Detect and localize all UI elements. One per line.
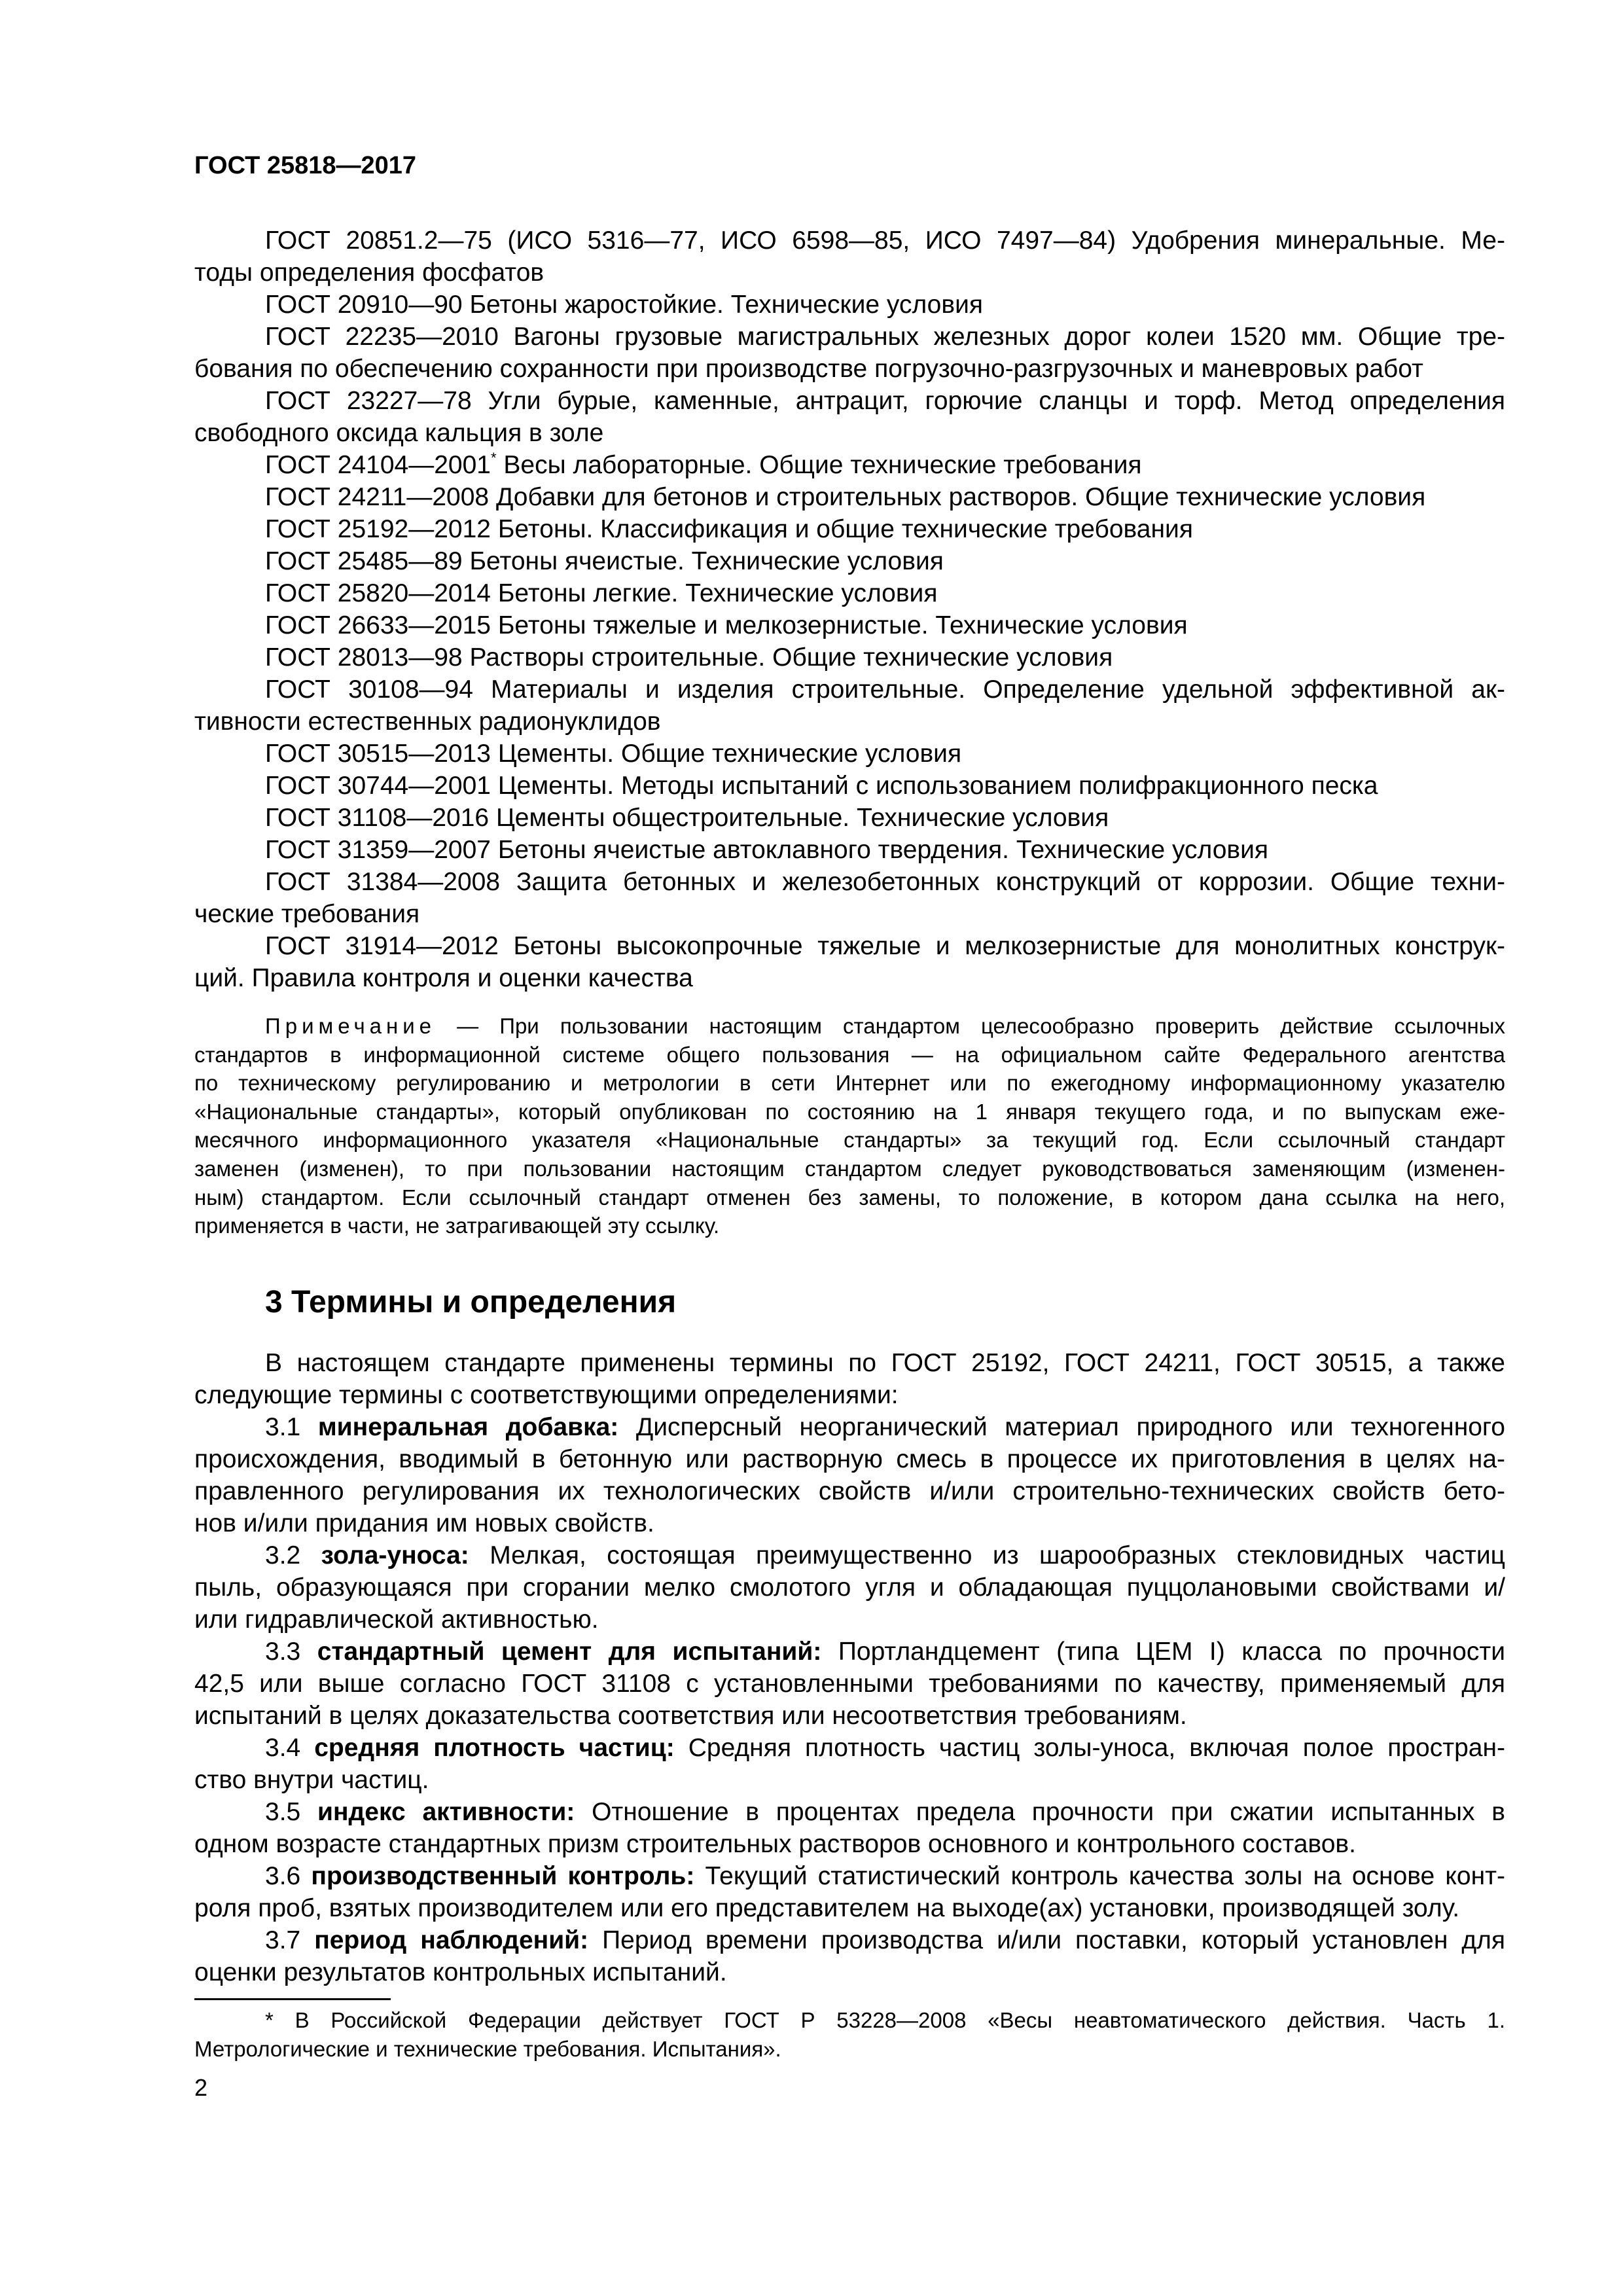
- terms-line: [194, 1668, 1505, 1700]
- line-text: ГОСТ 30108—94 Материалы и изделия строительные. Определение удельной эффективной ак-: [265, 675, 1505, 704]
- reference-line: [194, 417, 1505, 449]
- running-header: ГОСТ 25818—2017: [194, 152, 417, 179]
- reference-line: [194, 962, 1505, 994]
- reference-line: [194, 673, 1505, 706]
- line-text: Период времени производства и/или поставки, который установлен для: [588, 1926, 1505, 1954]
- note-paragraph: [194, 1012, 1505, 1240]
- terms-line: [194, 1636, 1505, 1668]
- note-line: [194, 1183, 1505, 1212]
- line-text: ГОСТ 23227—78 Угли бурые, каменные, антрацит, горючие сланцы и торф. Метод определения: [265, 387, 1505, 415]
- terms-line: [194, 1604, 1505, 1636]
- term-number: 3.2: [265, 1541, 321, 1570]
- terms-line: [194, 1892, 1505, 1924]
- line-text: применяется в части, не затрагивающей эту ссылку.: [194, 1213, 720, 1238]
- line-text: свободного оксида кальция в золе: [194, 419, 604, 447]
- line-text: следующие термины с соответствующими определениями:: [194, 1381, 899, 1409]
- terms-line: [194, 1475, 1505, 1507]
- line-text: тоды определения фосфатов: [194, 259, 544, 287]
- line-text: ГОСТ 31914—2012 Бетоны высокопрочные тяжелые и мелкозернистые для монолитных конструк-: [265, 932, 1505, 960]
- term-number: 3.6: [265, 1862, 312, 1890]
- line-text: Средняя плотность частиц золы-уноса, включая полое простран-: [674, 1734, 1505, 1762]
- footnote-marker: *: [491, 450, 497, 466]
- note-line: [194, 1211, 1505, 1240]
- reference-line: [194, 866, 1505, 898]
- line-text: ГОСТ 31108—2016 Цементы общестроительные. Технические условия: [265, 804, 1109, 832]
- terms-line: [194, 1700, 1505, 1732]
- line-text: нов и/или придания им новых свойств.: [194, 1509, 654, 1537]
- line-text: ным) стандартом. Если ссылочный стандарт отменен без замены, то положение, в котором дана ссылка на него,: [194, 1185, 1505, 1210]
- terms-line: [194, 1828, 1505, 1860]
- line-text: ство внутри частиц.: [194, 1766, 429, 1794]
- line-text: испытаний в целях доказательства соответствия или несоответствия требованиям.: [194, 1702, 1187, 1730]
- terms-line: [194, 1507, 1505, 1539]
- line-text: ГОСТ 24211—2008 Добавки для бетонов и строительных растворов. Общие технические условия: [265, 483, 1426, 511]
- line-text: правленного регулирования их технологических свойств и/или строительно-технических свойств бето-: [194, 1477, 1505, 1505]
- term-number: 3.4: [265, 1734, 315, 1762]
- term-name: индекс активности:: [317, 1798, 575, 1826]
- term-name: минеральная добавка:: [317, 1413, 619, 1441]
- line-text: ГОСТ 20910—90 Бетоны жаростойкие. Технические условия: [265, 291, 983, 319]
- line-text: * В Российской Федерации действует ГОСТ Р 53228—2008 «Весы неавтоматического действия. Часть 1.: [265, 2008, 1505, 2032]
- terms-line: [194, 1764, 1505, 1796]
- term-name: производственный контроль:: [311, 1862, 695, 1890]
- line-text: Дисперсный неорганический материал природного или техногенного: [618, 1413, 1505, 1441]
- terms-line: [194, 1796, 1505, 1828]
- line-text: Портландцемент (типа ЦЕМ I) класса по прочности: [821, 1638, 1505, 1666]
- line-text: стандартов в информационной системе общего пользования — на официальном сайте Федерального агентства: [194, 1042, 1505, 1067]
- footnote-separator: [194, 1998, 391, 2000]
- footnote-line: [194, 2006, 1505, 2035]
- line-text: В настоящем стандарте применены термины по ГОСТ 25192, ГОСТ 24211, ГОСТ 30515, а также: [265, 1349, 1505, 1377]
- line-text: ГОСТ 25192—2012 Бетоны. Классификация и общие технические требования: [265, 515, 1193, 543]
- line-text: одном возрасте стандартных призм строительных растворов основного и контрольного составов.: [194, 1830, 1356, 1858]
- reference-line: [194, 930, 1505, 962]
- reference-line: [194, 385, 1505, 417]
- terms-definitions: [194, 1347, 1505, 1988]
- line-text: — При пользовании настоящим стандартом целесообразно проверить действие ссылочных: [436, 1014, 1505, 1038]
- line-text: ГОСТ 24104—2001: [265, 451, 491, 479]
- terms-line: [194, 1860, 1505, 1892]
- line-text: ГОСТ 25485—89 Бетоны ячеистые. Технические условия: [265, 547, 944, 575]
- terms-line: [194, 1347, 1505, 1379]
- line-text: происхождения, вводимый в бетонную или растворную смесь в процессе их приготовления в целях на-: [194, 1445, 1505, 1473]
- term-name: средняя плотность частиц:: [314, 1734, 675, 1762]
- note-line: [194, 1041, 1505, 1069]
- line-text: тивности естественных радионуклидов: [194, 708, 661, 736]
- line-text: Метрологические и технические требования. Испытания».: [194, 2037, 781, 2061]
- reference-line: [194, 898, 1505, 930]
- term-name: стандартный цемент для испытаний:: [317, 1638, 822, 1666]
- terms-line: [194, 1411, 1505, 1443]
- term-number: 3.7: [265, 1926, 315, 1954]
- line-text: оценки результатов контрольных испытаний.: [194, 1958, 727, 1986]
- line-text: ГОСТ 22235—2010 Вагоны грузовые магистральных железных дорог колеи 1520 мм. Общие тре-: [265, 323, 1505, 351]
- line-text: по техническому регулированию и метрологии в сети Интернет или по ежегодному информационному указателю: [194, 1071, 1505, 1096]
- terms-line: [194, 1539, 1505, 1571]
- line-text: 42,5 или выше согласно ГОСТ 31108 с установленными требованиями по качеству, применяемый для: [194, 1670, 1505, 1698]
- line-text: ческие требования: [194, 900, 420, 928]
- note-line: [194, 1012, 1505, 1041]
- reference-line: [194, 706, 1505, 738]
- terms-line: [194, 1571, 1505, 1604]
- line-text: ГОСТ 28013—98 Растворы строительные. Общие технические условия: [265, 643, 1113, 672]
- terms-line: [194, 1732, 1505, 1764]
- line-text: бования по обеспечению сохранности при производстве погрузочно-разгрузочных и маневровых работ: [194, 355, 1423, 383]
- note-label: Примечание: [265, 1014, 437, 1038]
- terms-line: [194, 1443, 1505, 1475]
- line-text: ГОСТ 20851.2—75 (ИСО 5316—77, ИСО 6598—85, ИСО 7497—84) Удобрения минеральные. Ме-: [265, 226, 1505, 255]
- term-number: 3.3: [265, 1638, 317, 1666]
- line-text: «Национальные стандарты», который опубликован по состоянию на 1 января текущего года, и по выпускам еже-: [194, 1099, 1505, 1124]
- reference-line: [194, 738, 1505, 770]
- line-text: ГОСТ 30744—2001 Цементы. Методы испытаний с использованием полифракционного песка: [265, 772, 1378, 800]
- reference-line: [194, 449, 1505, 481]
- reference-line: [194, 513, 1505, 545]
- reference-line: [194, 834, 1505, 866]
- reference-line: [194, 545, 1505, 577]
- line-text: или гидравлической активностью.: [194, 1605, 599, 1634]
- footnote: [194, 2006, 1505, 2064]
- line-text: Текущий статистический контроль качества золы на основе конт-: [694, 1862, 1505, 1890]
- normative-references-list: [194, 224, 1505, 994]
- note-line: [194, 1098, 1505, 1126]
- page-number: 2: [194, 2074, 208, 2101]
- reference-line: [194, 802, 1505, 834]
- reference-line: [194, 609, 1505, 641]
- line-text: пыль, образующаяся при сгорании мелко смолотого угля и обладающая пуццолановыми свойствами и/: [194, 1573, 1505, 1602]
- reference-line: [194, 321, 1505, 353]
- line-text: Мелкая, состоящая преимущественно из шарообразных стекловидных частиц: [469, 1541, 1505, 1570]
- line-text: роля проб, взятых производителем или его представителем на выходе(ах) установки, производящей золу.: [194, 1894, 1460, 1922]
- reference-line: [194, 641, 1505, 673]
- section-heading-terms: 3 Термины и определения: [265, 1285, 677, 1319]
- reference-line: [194, 770, 1505, 802]
- reference-line: [194, 577, 1505, 609]
- line-text: ций. Правила контроля и оценки качества: [194, 964, 693, 992]
- term-number: 3.5: [265, 1798, 317, 1826]
- line-text: ГОСТ 31384—2008 Защита бетонных и железобетонных конструкций от коррозии. Общие техни-: [265, 868, 1505, 896]
- term-number: 3.1: [265, 1413, 318, 1441]
- terms-line: [194, 1956, 1505, 1988]
- reference-line: [194, 257, 1505, 289]
- terms-line: [194, 1379, 1505, 1411]
- reference-line: [194, 224, 1505, 257]
- footnote-line: [194, 2035, 1505, 2064]
- note-line: [194, 1155, 1505, 1183]
- reference-line: [194, 481, 1505, 513]
- reference-line: [194, 289, 1505, 321]
- term-name: зола-уноса:: [321, 1541, 469, 1570]
- note-line: [194, 1126, 1505, 1155]
- note-line: [194, 1069, 1505, 1098]
- terms-line: [194, 1924, 1505, 1956]
- line-text: заменен (изменен), то при пользовании настоящим стандартом следует руководствоваться заменяющим (изменен-: [194, 1156, 1505, 1181]
- line-text: ГОСТ 30515—2013 Цементы. Общие технические условия: [265, 740, 962, 768]
- line-text: ГОСТ 31359—2007 Бетоны ячеистые автоклавного твердения. Технические условия: [265, 836, 1269, 864]
- term-name: период наблюдений:: [314, 1926, 589, 1954]
- line-text: ГОСТ 26633—2015 Бетоны тяжелые и мелкозернистые. Технические условия: [265, 611, 1188, 639]
- line-text: Весы лабораторные. Общие технические требования: [496, 451, 1142, 479]
- line-text: месячного информационного указателя «Национальные стандарты» за текущий год. Если ссылочный стандарт: [194, 1128, 1505, 1153]
- reference-line: [194, 353, 1505, 385]
- line-text: Отношение в процентах предела прочности при сжатии испытанных в: [575, 1798, 1505, 1826]
- line-text: ГОСТ 25820—2014 Бетоны легкие. Технические условия: [265, 579, 938, 607]
